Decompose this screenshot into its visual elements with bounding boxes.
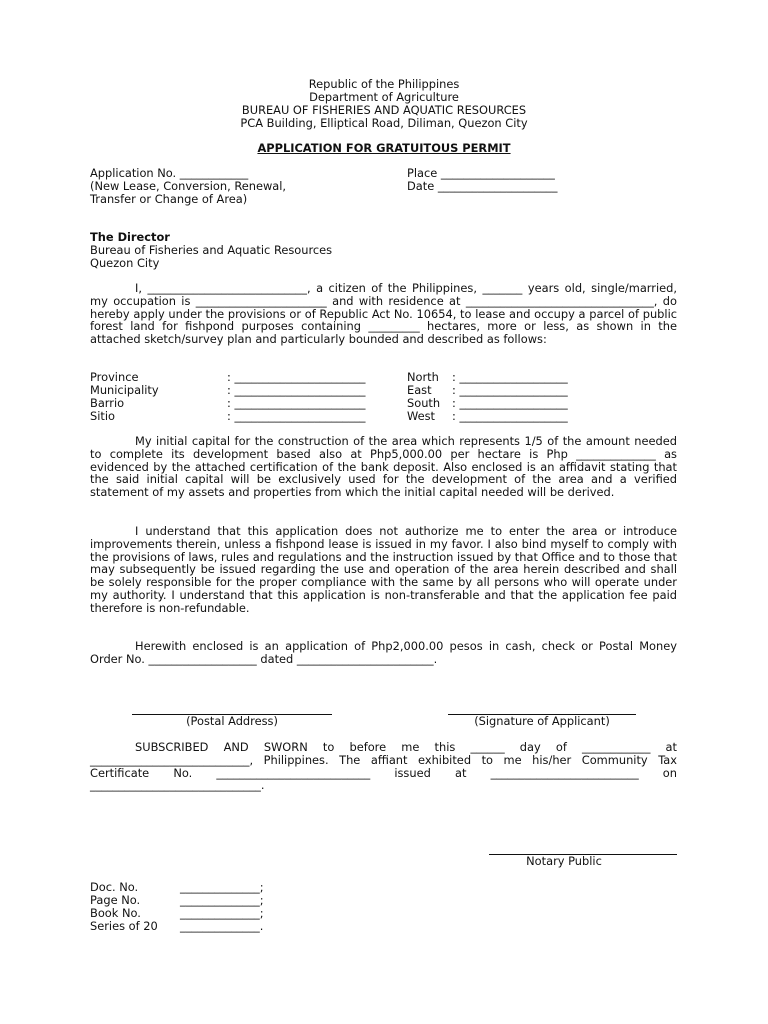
application-types-line2: Transfer or Change of Area) bbox=[90, 192, 248, 206]
colon: : bbox=[452, 409, 456, 423]
header-address: PCA Building, Elliptical Road, Diliman, Quezon City bbox=[240, 116, 528, 130]
colon: : bbox=[452, 383, 456, 397]
blank: ___________________ bbox=[459, 396, 568, 410]
page-no-label: Page No. bbox=[90, 893, 141, 907]
applicant-paragraph bbox=[90, 282, 677, 346]
west-field bbox=[452, 410, 568, 423]
book-no-blank: ______________; bbox=[180, 906, 264, 920]
colon: : bbox=[227, 396, 231, 410]
fee-paragraph-text: Herewith enclosed is an application of Php2,000.00 pesos in cash, check or Postal Money Order No. ___________________ dated ________________________. bbox=[90, 639, 677, 666]
header-bureau: BUREAU OF FISHERIES AND AQUATIC RESOURCES bbox=[241, 103, 527, 117]
municipality-label: Municipality bbox=[90, 383, 159, 397]
notary-label: Notary Public bbox=[526, 854, 602, 868]
application-number: Application No. ____________ bbox=[90, 166, 249, 180]
sitio-label: Sitio bbox=[90, 409, 115, 423]
north-label: North bbox=[407, 370, 439, 384]
book-no-label: Book No. bbox=[90, 906, 141, 920]
page-no-blank: ______________; bbox=[180, 893, 264, 907]
blank: _______________________ bbox=[234, 409, 366, 423]
place-field: Place ____________________ bbox=[407, 166, 555, 180]
colon: : bbox=[452, 396, 456, 410]
west-label: West bbox=[407, 409, 436, 423]
header-republic: Republic of the Philippines bbox=[308, 77, 460, 91]
colon: : bbox=[452, 370, 456, 384]
barrio-label: Barrio bbox=[90, 396, 125, 410]
addressee-city: Quezon City bbox=[90, 256, 160, 270]
colon: : bbox=[227, 409, 231, 423]
addressee-title: The Director bbox=[90, 230, 170, 244]
colon: : bbox=[227, 370, 231, 384]
colon: : bbox=[227, 383, 231, 397]
jurat-paragraph bbox=[90, 741, 677, 792]
blank: ___________________ bbox=[459, 370, 568, 384]
province-label: Province bbox=[90, 370, 139, 384]
signature-label: (Signature of Applicant) bbox=[474, 714, 610, 728]
capital-paragraph bbox=[90, 435, 677, 499]
document-title: APPLICATION FOR GRATUITOUS PERMIT bbox=[257, 141, 511, 155]
fee-paragraph bbox=[90, 640, 677, 666]
date-field: Date _____________________ bbox=[407, 179, 558, 193]
doc-no-blank: ______________; bbox=[180, 880, 264, 894]
blank: ___________________ bbox=[459, 383, 568, 397]
blank: _______________________ bbox=[234, 370, 366, 384]
sitio-field bbox=[227, 410, 365, 423]
header-department: Department of Agriculture bbox=[309, 90, 459, 104]
postal-address-label: (Postal Address) bbox=[186, 714, 278, 728]
east-label: East bbox=[407, 383, 432, 397]
application-types-line1: (New Lease, Conversion, Renewal, bbox=[90, 179, 287, 193]
undertaking-paragraph-text: I understand that this application does not authorize me to enter the area or introduce improvements therein, unless a fishpond lease is issued in my favor. I also bind myself to comply with the provisions of laws, rules and regulations and the instruction issued by that Office and to those that may subsequently be issued regarding the use and operation of the area herein described and shall be solely responsible for the proper compliance with the same by all persons who will operate under my authority. I understand that this application is non-transferable and that the application fee paid therefore is non-refundable. bbox=[90, 524, 677, 615]
blank: _______________________ bbox=[234, 383, 366, 397]
jurat-paragraph-text: SUBSCRIBED AND SWORN to before me this ______ day of ____________ at ____________________________, Philippines. The affiant exhibited to me his/her Community Tax Certificate No. ___________________________ issued at __________________________ on ______________________________. bbox=[90, 740, 677, 793]
blank: ___________________ bbox=[459, 409, 568, 423]
doc-no-label: Doc. No. bbox=[90, 880, 139, 894]
blank: _______________________ bbox=[234, 396, 366, 410]
applicant-paragraph-text: I, ____________________________, a citizen of the Philippines, _______ years old, single/married, my occupation is _______________________ and with residence at _________________________________, do hereby apply under the provisions or of Republic Act No. 10654, to lease and occupy a parcel of public forest land for fishpond purposes containing _________ hectares, more or less, as shown in the attached sketch/survey plan and particularly bounded and described as follows: bbox=[90, 281, 677, 347]
capital-paragraph-text: My initial capital for the construction of the area which represents 1/5 of the amount needed to complete its development based also at Php5,000.00 per hectare is Php ______________ as evidenced by the attached certification of the bank deposit. Also enclosed is an affidavit stating that the said initial capital will be exclusively used for the development of the area and a verified statement of my assets and properties from which the initial capital needed will be derived. bbox=[90, 434, 677, 500]
undertaking-paragraph bbox=[90, 525, 677, 615]
addressee-office: Bureau of Fisheries and Aquatic Resources bbox=[90, 243, 333, 257]
series-label: Series of 20 bbox=[90, 919, 158, 933]
south-label: South bbox=[407, 396, 441, 410]
series-blank: ______________. bbox=[180, 919, 264, 933]
